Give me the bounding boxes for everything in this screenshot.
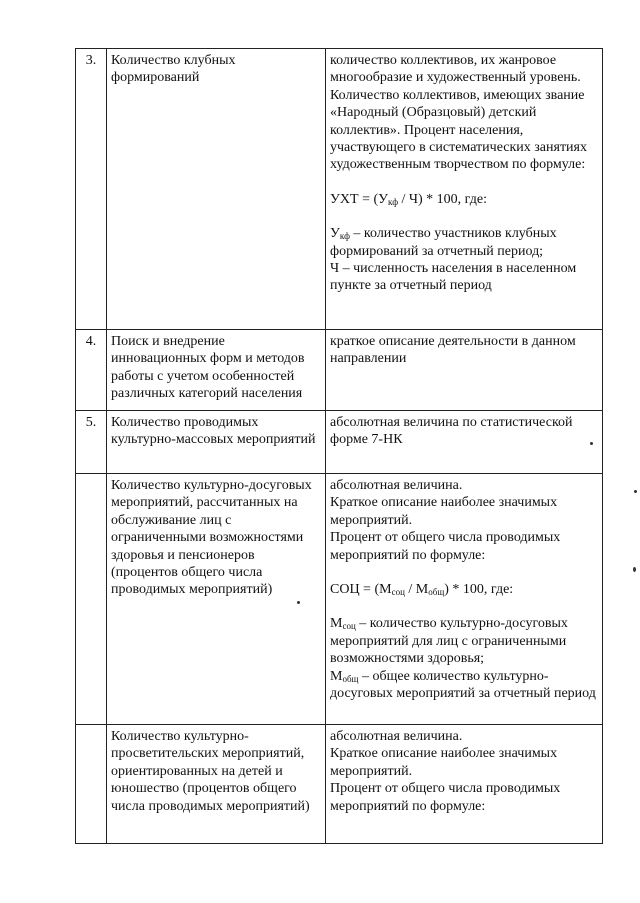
table-row [76,49,603,330]
description-line: абсолютная величина. [330,729,463,744]
criterion-name: Количество проводимых культурно-массовых мероприятий [107,411,326,474]
criterion-description [326,474,603,725]
scan-speck [297,601,300,604]
table-row [76,725,603,844]
criterion-description: краткое описание деятельности в данном направлении [326,330,603,411]
description-line: Краткое описание наиболее значимых мероприятий. [330,495,558,528]
row-number [76,725,107,844]
formula-legend-item: $М_{общ}$ – общее количество культурно-досуговых мероприятий за отчетный период [330,668,596,702]
scan-speck [590,442,593,445]
criterion-name: Количество клубных формирований [107,49,326,330]
description-line: Процент от общего числа проводимых мероприятий по формуле: [330,530,561,563]
scan-speck [634,490,637,493]
description-line: количество коллективов, их жанровое многообразие и художественный уровень. [330,53,581,86]
criteria-table [75,48,603,844]
scan-speck [633,567,636,572]
row-number: 5. [76,411,107,474]
row-number: 4. [76,330,107,411]
table-row [76,411,603,474]
row-number: 3. [76,49,107,330]
description-line: абсолютная величина. [330,478,463,493]
criterion-name: Количество культурно-досуговых мероприятий, рассчитанных на обслуживание лиц с ограниченными возможностями здоровья и пенсионеров (процентов общего числа проводимых мероприятий) [107,474,326,725]
table-row [76,330,603,411]
formula-legend-item: $У_{кф}$ – количество участников клубных формирований за отчетный период; [330,226,557,259]
criterion-name: Поиск и внедрение инновационных форм и методов работы с учетом особенностей различных категорий населения [107,330,326,411]
description-line: Краткое описание наиболее значимых мероприятий. [330,746,558,779]
criterion-name: Количество культурно-просветительских мероприятий, ориентированных на детей и юношество (процентов общего числа проводимых мероприятий) [107,725,326,844]
formula-legend-item: Ч – численность населения в населенном пункте за отчетный период [330,261,577,294]
row-number [76,474,107,725]
description-line: Процент от общего числа проводимых мероприятий по формуле: [330,781,561,814]
formula: УХТ = $(У_{кф} / Ч) * 100$, где: [330,191,487,207]
description-line: Количество коллективов, имеющих звание «Народный (Образцовый) детский коллектив». Процент населения, участвующего в систематических занятиях художественным творчеством по формуле: [330,87,587,173]
formula-legend-item: $М_{соц}$ – количество культурно-досуговых мероприятий для лиц с ограниченными возможностями здоровья; [330,616,568,667]
criterion-description [326,49,603,330]
table-row [76,474,603,725]
criterion-description: абсолютная величина по статистической форме 7-НК [326,411,603,474]
criterion-description [326,725,603,844]
formula: СОЦ = $(М_{соц} / М_{общ}) * 100$, где: [330,582,514,598]
